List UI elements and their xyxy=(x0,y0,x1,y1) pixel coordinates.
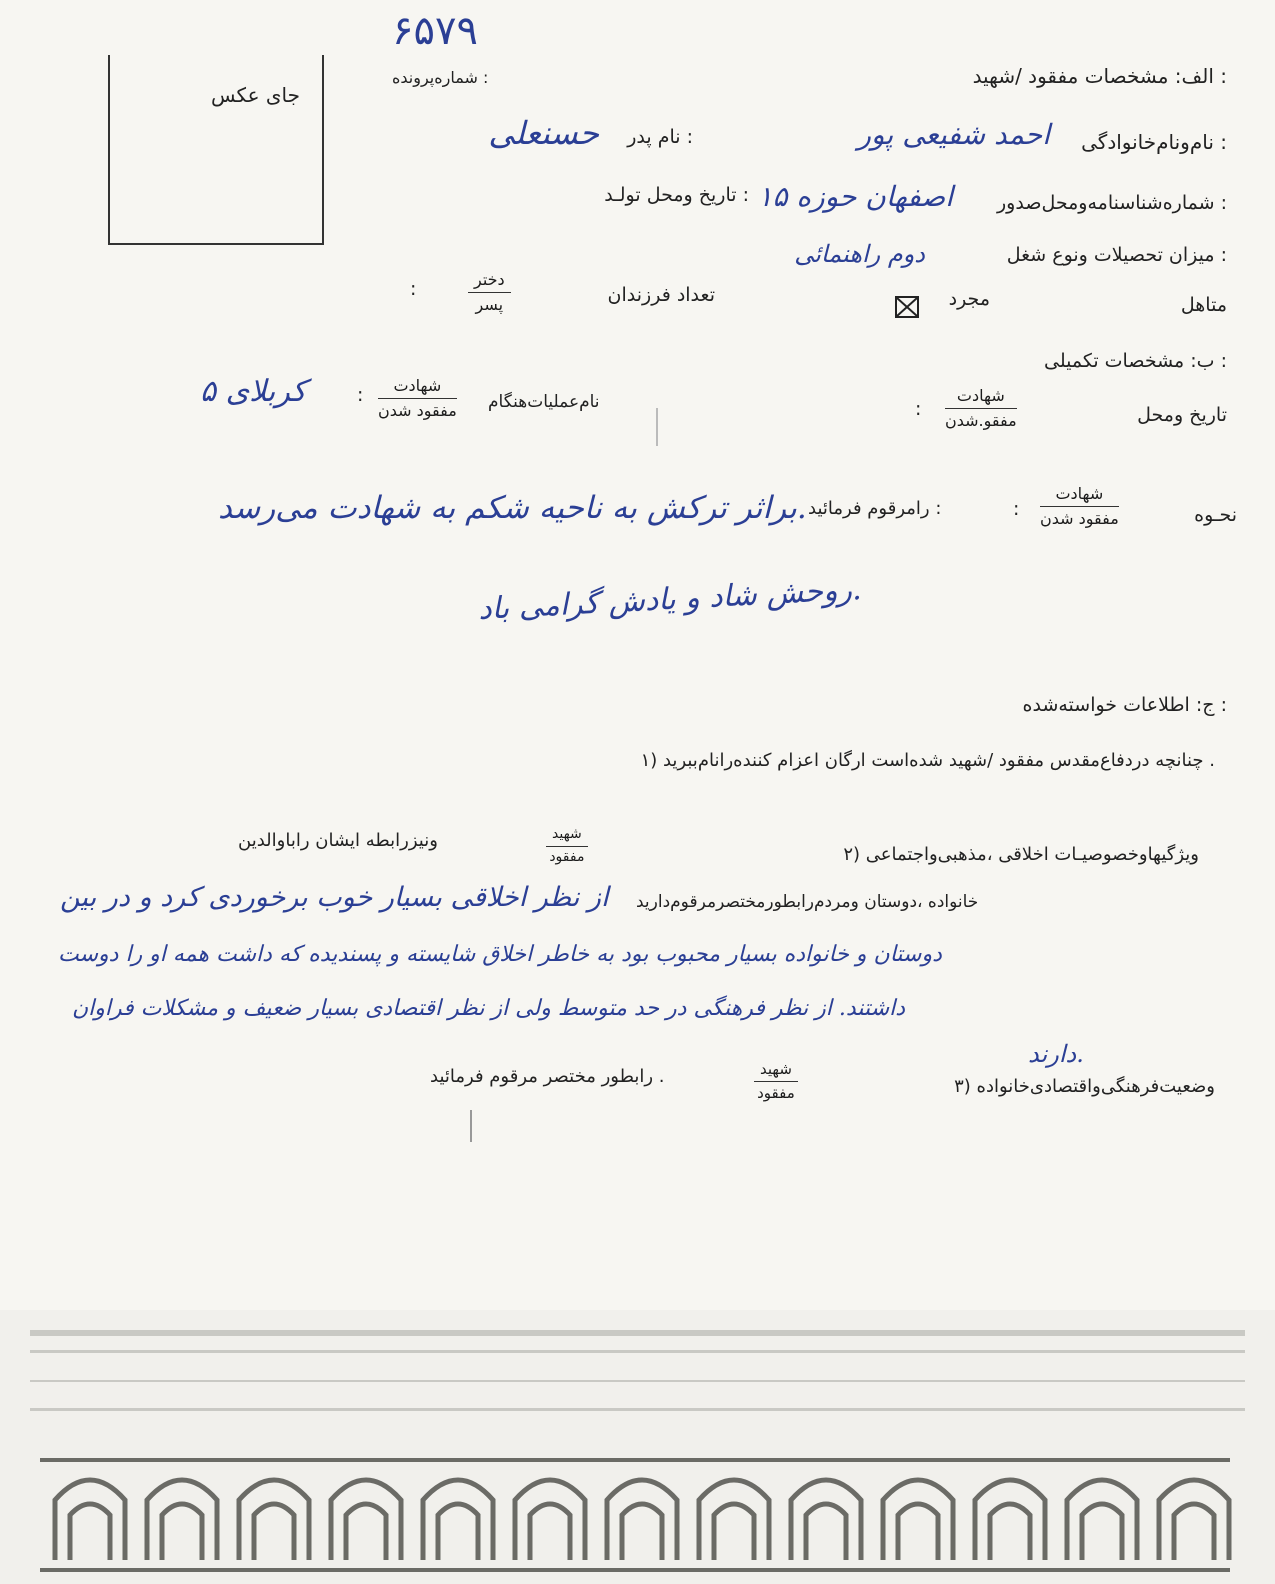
operation-colon: : xyxy=(357,384,364,406)
education-label: میزان تحصیلات ونوع شغل : xyxy=(1006,244,1227,266)
question-2-martyr: شهید xyxy=(546,826,588,847)
question-3-missing: مفقود xyxy=(757,1083,795,1102)
manner-missing: مفقود شدن xyxy=(1040,509,1119,528)
question-3-part-1: ۳) وضعیت‌فرهنگی‌واقتصادی‌خانواده xyxy=(954,1076,1215,1097)
manner-martyrdom: شهادت xyxy=(1040,484,1119,507)
children-colon: : xyxy=(410,278,417,300)
file-number-value: ۶۵۷۹ xyxy=(392,8,478,54)
manner-answer-line-2: روحش شاد و یادش گرامی باد. xyxy=(477,571,863,628)
date-place-label: تاریخ ومحل xyxy=(1137,404,1227,426)
question-3-part-2: رابطور مختصر مرقوم فرمائید . xyxy=(430,1066,665,1087)
children-sons: پسر xyxy=(475,295,504,314)
id-number-value: اصفهان حوزه ۱۵ xyxy=(757,180,953,213)
manner-instruction: رامرقوم فرمائید : xyxy=(808,498,942,519)
pencil-mark xyxy=(470,1110,472,1142)
date-place-colon: : xyxy=(915,398,922,420)
operation-label: نام‌عملیات‌هنگام xyxy=(488,392,600,412)
question-2-answer-line-3: داشتند. از نظر فرهنگی در حد متوسط ولی از نظر اقتصادی بسیار ضعیف و مشکلات فراوان xyxy=(72,996,906,1021)
question-2-part-3: خانواده ،دوستان ومردم‌رابطورمختصرمرقوم‌دارید xyxy=(636,892,979,912)
decorative-border-strip xyxy=(0,1310,1275,1584)
manner-fraction xyxy=(1040,484,1119,529)
pencil-mark xyxy=(656,408,658,446)
photo-box-label: جای عکس xyxy=(211,83,300,107)
operation-value: کربلای ۵ xyxy=(200,374,307,409)
name-label: نام‌ونام‌خانوادگی : xyxy=(1081,130,1227,154)
name-value: احمد شفیعی پور xyxy=(857,118,1050,151)
date-place-martyrdom: شهادت xyxy=(945,386,1017,409)
operation-martyrdom: شهادت xyxy=(378,376,457,399)
children-fraction xyxy=(468,270,511,315)
section-c-heading: ج: اطلاعات خواسته‌شده : xyxy=(1022,694,1227,716)
question-2-missing: مفقود xyxy=(549,848,585,865)
file-number-label: شماره‌پرونده : xyxy=(392,68,489,87)
question-2-answer-line-4: دارند. xyxy=(1028,1040,1084,1068)
single-label: مجرد xyxy=(948,288,990,310)
manner-answer-line-1: براثر ترکش به ناحیه شکم به شهادت می‌رسد. xyxy=(218,490,807,526)
question-2-answer-line-1: از نظر اخلاقی بسیار خوب برخوردی کرد و در بین xyxy=(60,882,609,913)
section-b-heading: ب: مشخصات تکمیلی : xyxy=(1044,350,1227,372)
birth-date-place-label: تاریخ ومحل تولـد : xyxy=(604,184,749,206)
photo-box xyxy=(108,55,324,245)
manner-colon: : xyxy=(1013,498,1020,520)
children-label: تعداد فرزندان xyxy=(607,284,715,306)
question-2-fraction xyxy=(546,826,588,866)
operation-missing: مفقود شدن xyxy=(378,401,457,420)
question-3-martyr: شهید xyxy=(754,1060,798,1082)
single-checkbox xyxy=(895,296,919,318)
section-a-heading: الف: مشخصات مفقود /شهید : xyxy=(972,64,1227,88)
question-1: ۱) چنانچه دردفاع‌مقدس مفقود /شهید شده‌است ارگان اعزام کننده‌رانام‌ببرید . xyxy=(640,750,1215,771)
date-place-missing: مفقو.شدن xyxy=(945,411,1017,430)
question-3-fraction xyxy=(754,1060,798,1103)
question-2-part-1: ۲) ویژگیهاوخصوصیـات اخلاقی ،مذهبی‌واجتماعی xyxy=(843,844,1199,865)
married-label: متاهل xyxy=(1180,294,1227,316)
operation-fraction xyxy=(378,376,457,421)
manner-label: نحـوه xyxy=(1194,504,1237,526)
children-daughters: دختر xyxy=(468,270,511,293)
education-value: دوم راهنمائی xyxy=(794,240,925,268)
father-name-label: نام پدر : xyxy=(627,126,693,148)
question-2-answer-line-2: دوستان و خانواده بسیار محبوب بود به خاطر اخلاق شایسته و پسندیده که داشت همه او را دوست xyxy=(58,942,942,967)
id-number-label: شماره‌شناسنامه‌ومحل‌صدور : xyxy=(997,192,1227,214)
father-name-value: حسنعلی xyxy=(488,114,599,152)
date-place-fraction xyxy=(945,386,1017,431)
question-2-part-2: ونیزرابطه ایشان راباوالدین xyxy=(238,830,438,851)
